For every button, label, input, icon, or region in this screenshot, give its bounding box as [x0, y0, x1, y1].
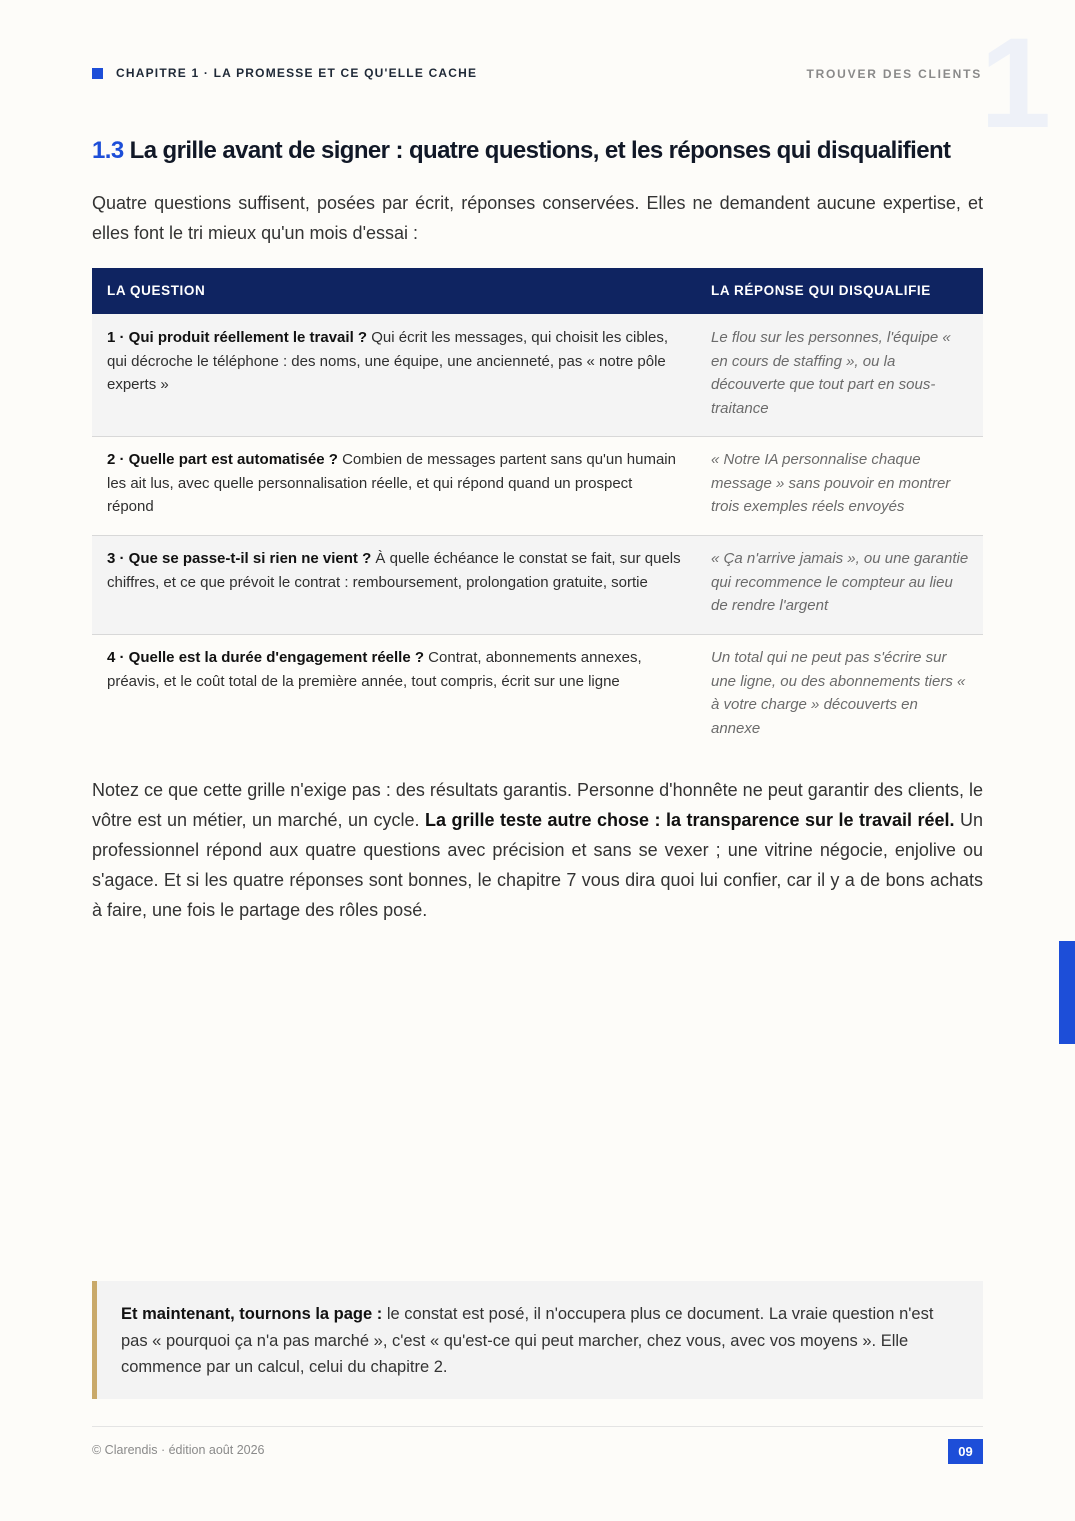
table-row [92, 314, 983, 437]
question-cell [107, 646, 682, 693]
question-title: 3 · Que se passe-t-il si rien ne vient ? [107, 550, 372, 567]
body-paragraph [92, 775, 983, 925]
table-row [92, 536, 983, 635]
paragraph-text-start: Notez ce que cette grille n'exige pas : des résultats garantis. Personne d'honnête ne peut garantir des clients, le vôtre est un métier, un marché, un cycle. [92, 780, 983, 830]
paragraph-text-end: Un professionnel répond aux quatre questions avec précision et sans se vexer ; une vitrine négocie, enjolive ou s'agace. Et si les quatre réponses sont bonnes, le chapitre 7 vous dira quoi lui confier, car il y a de bons achats à faire, une fois le partage des rôles posé. [92, 810, 984, 920]
footer-divider [92, 1426, 983, 1427]
callout-box [92, 1281, 983, 1399]
question-detail: Combien de messages partent sans qu'un humain les ait lus, avec quelle personnalisation réelle, et qui répond quand un prospect répond [107, 451, 676, 515]
chapter-marker-square [92, 68, 103, 79]
question-cell [107, 326, 682, 397]
question-detail: À quelle échéance le constat se fait, sur quels chiffres, et ce que prévoit le contrat : remboursement, prolongation gratuite, sortie [107, 550, 681, 591]
answer-cell: Le flou sur les personnes, l'équipe « en cours de staffing », ou la découverte que tout part en sous-traitance [711, 329, 951, 417]
chapter-side-tab [1059, 941, 1075, 1044]
page-number-badge: 09 [948, 1439, 983, 1464]
question-cell [107, 448, 682, 519]
callout-text [121, 1301, 961, 1381]
table-header-question: LA QUESTION [107, 283, 206, 298]
question-title: 4 · Quelle est la durée d'engagement réelle ? [107, 649, 425, 666]
chapter-watermark-number: 1 [980, 12, 1052, 155]
question-detail: Contrat, abonnements annexes, préavis, et le coût total de la première année, tout compris, écrit sur une ligne [107, 649, 642, 690]
table-header-answer: LA RÉPONSE QUI DISQUALIFIE [711, 283, 931, 298]
section-title-text: La grille avant de signer : quatre questions, et les réponses qui disqualifient [129, 137, 951, 164]
intro-paragraph: Quatre questions suffisent, posées par écrit, réponses conservées. Elles ne demandent aucune expertise, et elles font le tri mieux qu'un mois d'essai : [92, 193, 983, 243]
question-title: 2 · Quelle part est automatisée ? [107, 451, 338, 468]
table-header-row [92, 268, 983, 314]
questions-table [92, 268, 983, 755]
question-title: 1 · Qui produit réellement le travail ? [107, 329, 368, 346]
table-row [92, 635, 983, 755]
question-cell [107, 547, 682, 594]
section-heading [92, 137, 992, 165]
paragraph-emphasis: La grille teste autre chose : la transparence sur le travail réel. [425, 810, 955, 830]
answer-cell: Un total qui ne peut pas s'écrire sur une ligne, ou des abonnements tiers « à votre charge » découverts en annexe [711, 649, 966, 737]
callout-body: le constat est posé, il n'occupera plus ce document. La vraie question n'est pas « pourquoi ça n'a pas marché », c'est « qu'est-ce qui peut marcher, chez vous, avec vos moyens ». Elle commence par un calcul, celui du chapitre 2. [121, 1305, 934, 1376]
section-number: 1.3 [92, 137, 124, 164]
answer-cell: « Notre IA personnalise chaque message » sans pouvoir en montrer trois exemples réels envoyés [711, 451, 951, 515]
callout-accent-bar [92, 1281, 97, 1399]
callout-lead: Et maintenant, tournons la page : [121, 1305, 383, 1323]
answer-cell: « Ça n'arrive jamais », ou une garantie qui recommence le compteur au lieu de rendre l'argent [711, 550, 969, 614]
running-header-chapter: CHAPITRE 1 · LA PROMESSE ET CE QU'ELLE CACHE [116, 66, 478, 80]
question-detail: Qui écrit les messages, qui choisit les cibles, qui décroche le téléphone : des noms, une équipe, une ancienneté, pas « notre pôle experts » [107, 329, 669, 393]
footer-copyright: © Clarendis · édition août 2026 [92, 1443, 265, 1457]
running-header-book-title: TROUVER DES CLIENTS [806, 67, 982, 81]
table-row [92, 437, 983, 536]
